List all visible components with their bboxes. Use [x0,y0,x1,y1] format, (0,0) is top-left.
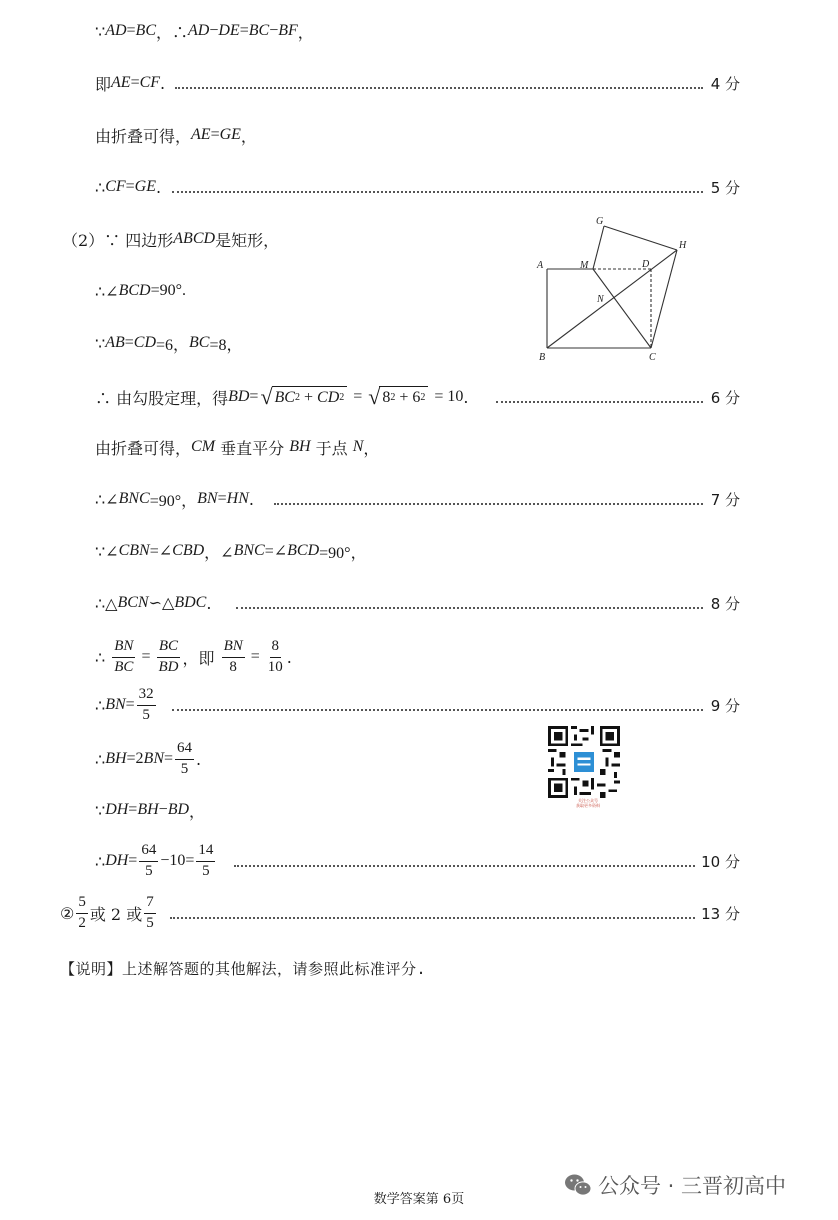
seg-bc-2: BC [248,22,270,39]
line-2-text [95,72,165,95]
numerator: 32 [137,686,156,705]
denominator: 5 [145,862,153,879]
page-footer: 数学答案第 6页 [373,1192,465,1207]
eq: = [217,490,227,507]
fraction-64-5 [139,842,158,880]
denominator: 10 [267,658,283,675]
line-17 [0,838,838,884]
seg-cf: CF [105,178,126,195]
therefore-angle: ∴∠ [95,489,119,509]
numerator: BN [112,638,135,657]
fold-text: 由折叠可得， [95,126,192,146]
period: . [206,593,212,613]
seg-ad: AD [105,22,127,39]
denominator: 2 [78,914,86,931]
label-a: A [537,260,544,271]
seg-cm: CM [191,438,216,455]
numerator: 5 [76,894,88,913]
line-13-text [95,638,292,676]
segment-mc [593,269,651,348]
segment-gh [604,226,677,250]
label-g: G [596,216,604,227]
seg-ab: AB [105,334,125,351]
denominator: BD [158,658,179,675]
denominator: 5 [142,706,150,723]
wechat-icon [564,1173,592,1197]
angle-cbn: CBN [118,542,150,559]
therefore-symbol: ∴ [95,647,111,667]
angle-bnc: BNC [118,490,150,507]
line-16-text [95,799,205,822]
seg-bn: BN [143,750,164,767]
radical-sign: √ [260,384,273,409]
denominator: 5 [202,862,210,879]
line-15 [0,736,838,782]
fraction-5-2 [76,894,88,932]
fraction-32-5 [137,686,156,724]
eq: = [349,388,367,405]
seg-bn: BN [197,490,218,507]
numerator: 8 [270,638,282,657]
line-6-text [95,282,186,301]
cd-term: CD [317,388,340,406]
seg-bc: BC [135,22,156,39]
similar-triangle: ∽△ [148,595,175,612]
numerator: BN [222,638,245,657]
score-6: 6 分 [710,388,740,407]
therefore-triangle: ∴△ [95,593,118,613]
denominator: 5 [180,760,189,777]
line-9-text [95,436,379,459]
eq: = [249,388,259,405]
line-15-text [95,740,201,778]
seg-bh: BH [289,438,311,455]
period: . [286,647,292,667]
line-3-text [95,124,257,147]
line-11-text [95,540,367,563]
score-10: 10 分 [701,852,740,871]
seg-bd: BD [167,801,190,818]
angle-bnc: BNC [233,542,265,559]
line-4 [0,169,838,205]
fraction-bn-bc [112,638,135,676]
plus: + [299,388,318,406]
minus: − [209,22,219,39]
namely: ，即 [182,648,220,668]
fraction-7-5 [144,894,156,932]
eq-two: =2 [126,750,144,767]
line-4-text [95,178,161,197]
eq: = [164,750,174,767]
comma: ， [189,801,206,821]
label-h: H [679,240,687,251]
quad-abcd: ABCD [173,230,216,247]
score-7: 7 分 [710,490,740,509]
ji: 即 [95,74,112,94]
because-symbol: ∵ [95,21,106,41]
denominator: 5 [146,914,154,931]
line-1 [0,13,838,49]
label-c: C [649,352,656,363]
therefore-symbol: ∴ [95,749,106,769]
seg-bd: BD [228,388,250,405]
eq: = [137,648,155,665]
seg-bf: BF [278,22,298,39]
denominator: BC [114,658,134,675]
score-8: 8 分 [710,594,740,613]
dot-leader [170,917,695,919]
eq: = [125,178,135,195]
minus-ten-eq: −10= [160,852,195,869]
tri-bdc: BDC [174,594,207,611]
seg-ae: AE [111,74,131,91]
fraction-8-10 [266,638,285,676]
therefore-symbol: ∴ [95,177,106,197]
period: . [248,489,254,509]
line-7-text [95,332,243,355]
score-13: 13 分 [701,904,740,923]
period: . [156,177,162,197]
line-13 [0,634,838,680]
period: . [160,73,166,93]
line-10-text [95,488,254,511]
numerator: 64 [175,740,194,759]
fraction-14-5 [196,842,215,880]
because-symbol: ∵ [95,333,106,353]
line-9 [0,429,838,465]
seg-bn: BN [105,696,126,713]
eq-six: =6， [156,336,190,354]
period: . [196,749,202,769]
seg-bh: BH [105,750,127,767]
dot-leader [175,87,703,89]
eq: = [128,801,138,818]
label-b: B [539,352,546,363]
score-4: 4 分 [710,74,740,93]
is-rectangle: 是矩形， [215,230,280,250]
ninety-deg: =90°， [319,544,367,562]
angle-bcd: BCD [118,282,151,299]
line-16 [0,792,838,828]
line-11 [0,533,838,569]
comma: ， [297,22,314,42]
eq-angle: =∠ [149,543,173,560]
part-2-intro: （2）∵ 四边形 [62,230,174,250]
line-5-text [62,228,279,251]
fraction-bn-8 [222,638,245,676]
seg-ge: GE [134,178,156,195]
denominator: 8 [229,658,237,675]
eq-2: = [239,22,249,39]
sqrt-expression-2 [368,386,428,408]
line-8-text [95,386,469,409]
numerator: 14 [196,842,215,861]
ninety-deg: =90°， [149,492,198,510]
segment-mg [593,226,604,269]
comma-angle: ，∠ [204,542,234,562]
segment-bh [547,250,677,348]
seg-cf: CF [139,74,161,91]
eq: = [124,334,134,351]
eq: = [128,852,138,869]
angle-cbd: CBD [172,542,205,559]
dot-leader [172,191,703,193]
label-d: D [642,259,650,270]
eq: = [130,74,140,91]
at-point: 于点 [310,438,353,458]
line-8 [0,379,838,415]
numerator: BC [157,638,180,657]
ninety-deg: =90°. [150,282,187,299]
seg-dh: DH [105,852,129,869]
qr-code [548,726,620,798]
seg-hn: HN [226,490,249,507]
seg-ae: AE [191,126,211,143]
dot-leader [172,709,703,711]
eq: = [125,696,135,713]
therefore: ，∴ [156,22,189,42]
plus: + [395,388,413,406]
label-n: N [597,294,604,305]
bc-term: BC [274,388,295,406]
tri-bcn: BCN [117,594,149,611]
line-14-text [95,686,158,724]
eq: = [126,22,136,39]
seg-cd: CD [133,334,156,351]
fold-text: 由折叠可得， [95,438,192,458]
because-symbol: ∵ [95,800,106,820]
dot-leader [496,401,703,403]
eq-eight: =8， [209,336,243,354]
sqrt-expression-1 [260,386,347,408]
note: 【说明】上述解答题的其他解法，请参照此标准评分. [60,960,427,978]
or-two-or: 或 2 或 [89,904,143,924]
label-m: M [580,260,589,271]
seg-bh: BH [137,801,159,818]
therefore-symbol: ∴ [95,851,106,871]
therefore-angle: ∴∠ [95,281,119,301]
numerator: 64 [139,842,158,861]
line-17-text [95,842,217,880]
brand-watermark [564,1170,786,1200]
dot-leader [274,503,703,505]
seg-ad-2: AD [188,22,210,39]
seg-ge: GE [219,126,241,143]
line-3 [0,117,838,153]
perp-bisect: 垂直平分 [215,438,290,458]
qr-caption: 关注公众号 获取更多资料 [576,798,600,808]
seg-dh: DH [105,801,129,818]
radicand-1: BC 2 + CD 2 [272,386,348,408]
fraction-64-5 [175,740,194,778]
fraction-bc-bd [156,638,180,676]
score-5: 5 分 [710,178,740,197]
score-9: 9 分 [710,696,740,715]
line-10 [0,481,838,517]
eight: 8 [382,388,391,406]
eq: = [246,648,264,665]
line-2 [0,65,838,101]
seg-de: DE [218,22,240,39]
line-18 [0,890,838,936]
line-14 [0,682,838,728]
therefore-symbol: ∴ [95,695,106,715]
dot-leader [234,865,695,867]
seg-bc: BC [189,334,210,351]
line-18-text [60,894,158,932]
comma: ， [240,126,257,146]
six: 6 [412,388,421,406]
circled-two: ② [60,903,75,923]
geometry-figure [520,210,720,370]
angle-bcd: BCD [287,542,320,559]
because-angle: ∵∠ [95,541,119,561]
comma: ， [363,438,380,458]
brand-name: 公众号 · 三晋初高中 [598,1174,787,1198]
segment-hc [651,250,677,348]
line-12 [0,585,838,621]
dot-leader [236,607,703,609]
period: . [463,387,469,407]
eq-angle: =∠ [264,543,288,560]
minus-2: − [269,22,279,39]
numerator: 7 [144,894,156,913]
line-1-text [95,20,314,43]
eq-ten: = 10 [430,388,464,405]
minus: − [158,801,168,818]
radical-sign: √ [368,384,381,409]
eq: = [210,126,220,143]
radicand-2: 8 2 + 6 2 [379,386,428,408]
line-12-text [95,593,211,613]
pythagoras-text: ∴ 由勾股定理，得 [95,388,229,408]
point-n: N [352,438,364,455]
